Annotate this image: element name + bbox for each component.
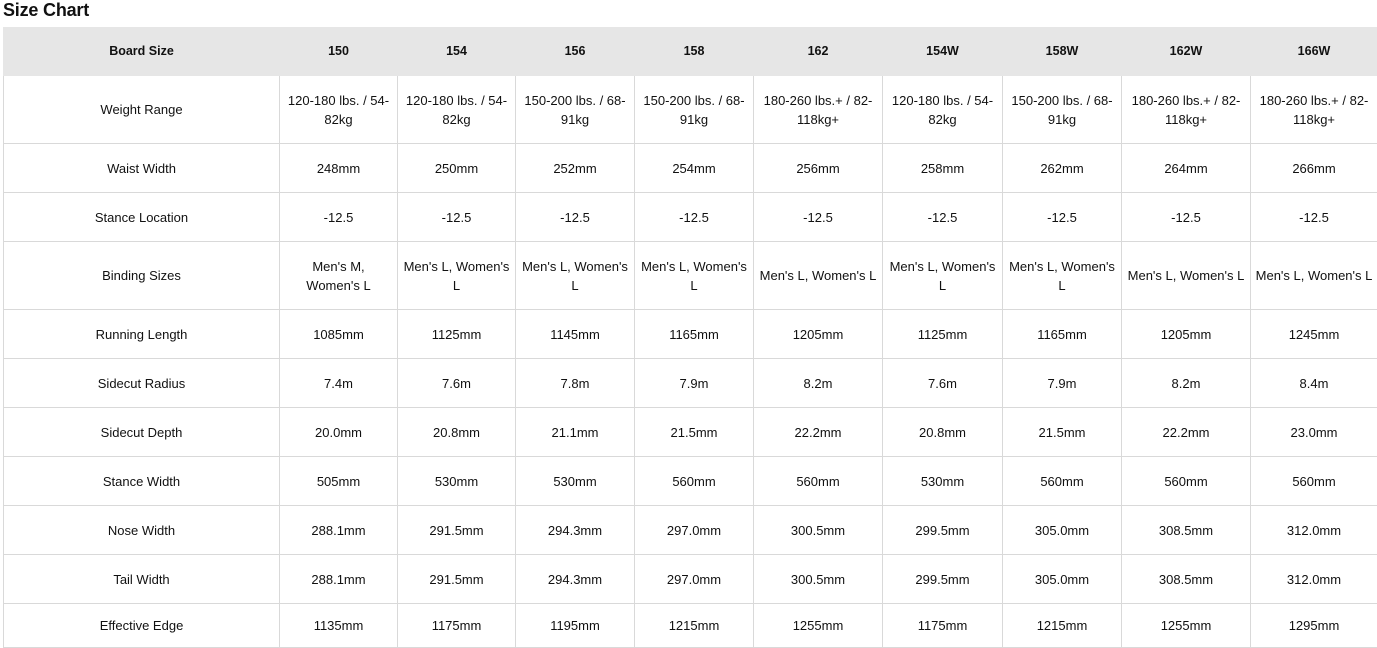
- table-cell: 312.0mm: [1251, 506, 1377, 555]
- table-cell: 530mm: [398, 457, 516, 506]
- table-cell: 120-180 lbs. / 54-82kg: [883, 76, 1003, 144]
- row-label: Running Length: [4, 310, 280, 359]
- table-cell: 288.1mm: [280, 555, 398, 604]
- table-cell: 288.1mm: [280, 506, 398, 555]
- table-cell: 1205mm: [1122, 310, 1251, 359]
- table-cell: 23.0mm: [1251, 408, 1377, 457]
- table-cell: 254mm: [635, 144, 754, 193]
- table-cell: 250mm: [398, 144, 516, 193]
- table-cell: 1165mm: [635, 310, 754, 359]
- table-cell: 1135mm: [280, 604, 398, 648]
- column-header-size: 162: [754, 28, 883, 76]
- table-cell: 248mm: [280, 144, 398, 193]
- table-cell: -12.5: [280, 193, 398, 242]
- table-cell: 7.4m: [280, 359, 398, 408]
- table-cell: 20.8mm: [398, 408, 516, 457]
- table-row: [4, 604, 1377, 648]
- table-cell: 1165mm: [1003, 310, 1122, 359]
- table-cell: 560mm: [754, 457, 883, 506]
- row-label: Stance Location: [4, 193, 280, 242]
- table-cell: 21.5mm: [1003, 408, 1122, 457]
- table-cell: 560mm: [1122, 457, 1251, 506]
- table-cell: 7.8m: [516, 359, 635, 408]
- column-header-size: 162W: [1122, 28, 1251, 76]
- row-label: Stance Width: [4, 457, 280, 506]
- table-row: [4, 359, 1377, 408]
- table-cell: -12.5: [1122, 193, 1251, 242]
- table-cell: 1175mm: [883, 604, 1003, 648]
- table-cell: 180-260 lbs.+ / 82-118kg+: [754, 76, 883, 144]
- table-row: [4, 242, 1377, 310]
- row-label: Nose Width: [4, 506, 280, 555]
- table-cell: 21.5mm: [635, 408, 754, 457]
- table-cell: 7.6m: [883, 359, 1003, 408]
- table-cell: 8.2m: [754, 359, 883, 408]
- table-row: [4, 555, 1377, 604]
- table-cell: -12.5: [398, 193, 516, 242]
- row-label: Weight Range: [4, 76, 280, 144]
- table-row: [4, 310, 1377, 359]
- table-body: [4, 76, 1377, 648]
- table-cell: Men's L, Women's L: [754, 242, 883, 310]
- table-row: [4, 193, 1377, 242]
- table-cell: 180-260 lbs.+ / 82-118kg+: [1122, 76, 1251, 144]
- table-cell: 300.5mm: [754, 555, 883, 604]
- table-cell: 150-200 lbs. / 68-91kg: [635, 76, 754, 144]
- table-cell: Men's L, Women's L: [635, 242, 754, 310]
- table-cell: 560mm: [1251, 457, 1377, 506]
- size-chart-table: [3, 27, 1377, 648]
- table-cell: 266mm: [1251, 144, 1377, 193]
- table-cell: -12.5: [1251, 193, 1377, 242]
- table-cell: 8.2m: [1122, 359, 1251, 408]
- table-cell: 150-200 lbs. / 68-91kg: [516, 76, 635, 144]
- table-cell: 299.5mm: [883, 555, 1003, 604]
- table-cell: 1145mm: [516, 310, 635, 359]
- table-cell: 258mm: [883, 144, 1003, 193]
- table-cell: 120-180 lbs. / 54-82kg: [398, 76, 516, 144]
- column-header-size: 154W: [883, 28, 1003, 76]
- table-cell: 7.6m: [398, 359, 516, 408]
- row-label: Effective Edge: [4, 604, 280, 648]
- table-cell: 1175mm: [398, 604, 516, 648]
- table-cell: 308.5mm: [1122, 506, 1251, 555]
- table-cell: 1215mm: [635, 604, 754, 648]
- table-cell: 291.5mm: [398, 555, 516, 604]
- table-cell: -12.5: [516, 193, 635, 242]
- table-cell: 1195mm: [516, 604, 635, 648]
- table-cell: 22.2mm: [754, 408, 883, 457]
- table-cell: 252mm: [516, 144, 635, 193]
- table-cell: 291.5mm: [398, 506, 516, 555]
- column-header-size: 166W: [1251, 28, 1377, 76]
- table-row: [4, 76, 1377, 144]
- table-cell: 1125mm: [398, 310, 516, 359]
- table-cell: 297.0mm: [635, 555, 754, 604]
- table-cell: 505mm: [280, 457, 398, 506]
- table-cell: 1215mm: [1003, 604, 1122, 648]
- table-cell: 297.0mm: [635, 506, 754, 555]
- table-cell: 256mm: [754, 144, 883, 193]
- row-label: Sidecut Radius: [4, 359, 280, 408]
- table-cell: 120-180 lbs. / 54-82kg: [280, 76, 398, 144]
- table-cell: -12.5: [754, 193, 883, 242]
- table-cell: 530mm: [883, 457, 1003, 506]
- table-cell: 530mm: [516, 457, 635, 506]
- table-cell: 262mm: [1003, 144, 1122, 193]
- table-cell: Men's L, Women's L: [1251, 242, 1377, 310]
- table-cell: -12.5: [883, 193, 1003, 242]
- table-cell: Men's L, Women's L: [883, 242, 1003, 310]
- table-row: [4, 506, 1377, 555]
- row-label: Tail Width: [4, 555, 280, 604]
- table-cell: -12.5: [635, 193, 754, 242]
- table-row: [4, 457, 1377, 506]
- table-cell: 294.3mm: [516, 555, 635, 604]
- page-title: Size Chart: [3, 0, 89, 21]
- table-cell: 1255mm: [1122, 604, 1251, 648]
- column-header-size: 158W: [1003, 28, 1122, 76]
- table-cell: 1255mm: [754, 604, 883, 648]
- table-cell: 22.2mm: [1122, 408, 1251, 457]
- column-header-size: 154: [398, 28, 516, 76]
- table-cell: 560mm: [635, 457, 754, 506]
- table-cell: 294.3mm: [516, 506, 635, 555]
- column-header-board-size: Board Size: [4, 28, 280, 76]
- table-cell: 1295mm: [1251, 604, 1377, 648]
- table-cell: 264mm: [1122, 144, 1251, 193]
- table-cell: 20.0mm: [280, 408, 398, 457]
- table-cell: 305.0mm: [1003, 555, 1122, 604]
- table-cell: 560mm: [1003, 457, 1122, 506]
- row-label: Waist Width: [4, 144, 280, 193]
- table-cell: 180-260 lbs.+ / 82-118kg+: [1251, 76, 1377, 144]
- table-cell: 299.5mm: [883, 506, 1003, 555]
- table-cell: 312.0mm: [1251, 555, 1377, 604]
- table-cell: 1085mm: [280, 310, 398, 359]
- column-header-size: 150: [280, 28, 398, 76]
- row-label: Sidecut Depth: [4, 408, 280, 457]
- table-cell: 1245mm: [1251, 310, 1377, 359]
- column-header-size: 156: [516, 28, 635, 76]
- table-cell: -12.5: [1003, 193, 1122, 242]
- table-cell: 1205mm: [754, 310, 883, 359]
- table-cell: Men's L, Women's L: [1122, 242, 1251, 310]
- table-row: [4, 144, 1377, 193]
- table-cell: 1125mm: [883, 310, 1003, 359]
- table-cell: 150-200 lbs. / 68-91kg: [1003, 76, 1122, 144]
- table-cell: 8.4m: [1251, 359, 1377, 408]
- table-cell: 300.5mm: [754, 506, 883, 555]
- table-cell: 21.1mm: [516, 408, 635, 457]
- column-header-size: 158: [635, 28, 754, 76]
- table-row: [4, 408, 1377, 457]
- header-row: [4, 28, 1377, 76]
- table-cell: 20.8mm: [883, 408, 1003, 457]
- table-cell: Men's M, Women's L: [280, 242, 398, 310]
- table-cell: Men's L, Women's L: [516, 242, 635, 310]
- table-cell: 305.0mm: [1003, 506, 1122, 555]
- table-cell: Men's L, Women's L: [398, 242, 516, 310]
- table-cell: Men's L, Women's L: [1003, 242, 1122, 310]
- table-cell: 308.5mm: [1122, 555, 1251, 604]
- table-cell: 7.9m: [1003, 359, 1122, 408]
- row-label: Binding Sizes: [4, 242, 280, 310]
- table-cell: 7.9m: [635, 359, 754, 408]
